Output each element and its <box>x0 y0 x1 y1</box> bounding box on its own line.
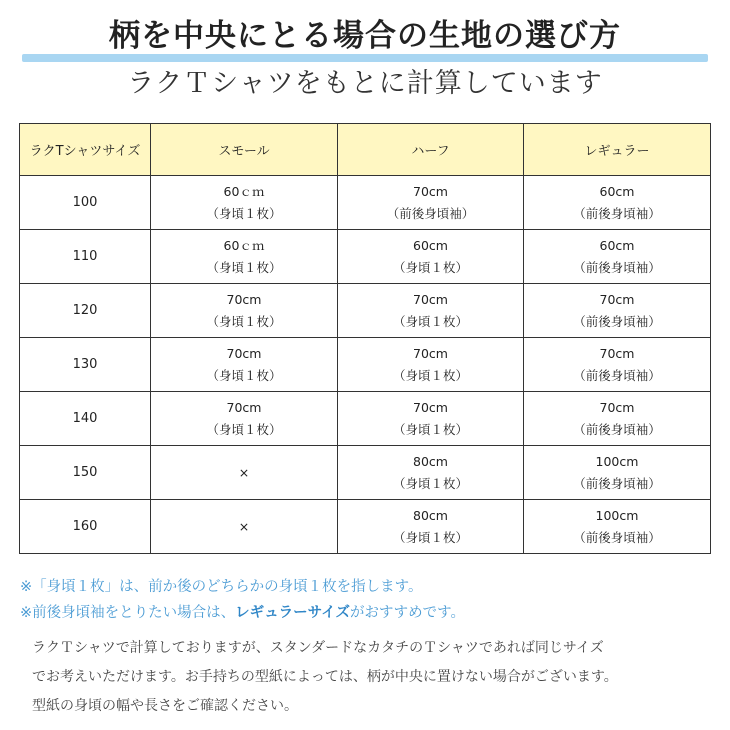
size-cell: 110 <box>20 230 151 284</box>
cell-length: 70cm <box>226 345 262 361</box>
half-cell <box>338 338 524 392</box>
title-block <box>0 14 730 64</box>
paragraph-line: でお考えいただけます。お手持ちの型紙によっては、柄が中央に置けない場合がございます。 <box>32 669 618 685</box>
cell-detail: （身頃１枚） <box>206 259 282 275</box>
note-single-body: ※「身頃１枚」は、前か後のどちらかの身頃１枚を指します。 <box>20 579 423 595</box>
cell-length: 80cm <box>413 507 448 523</box>
page-subtitle: ラクＴシャツをもとに計算しています <box>127 68 603 99</box>
header-regular: レギュラー <box>524 124 711 176</box>
small-cell <box>151 338 338 392</box>
size-cell: 100 <box>20 176 151 230</box>
cell-detail: （身頃１枚） <box>392 259 468 275</box>
cell-length: 70cm <box>599 345 635 361</box>
small-cell <box>151 176 338 230</box>
cell-length: 70cm <box>413 291 448 307</box>
cell-length: 70cm <box>226 291 262 307</box>
size-cell: 120 <box>20 284 151 338</box>
cell-detail: （身頃１枚） <box>392 529 468 545</box>
cell-detail: （前後身頃袖） <box>573 529 661 545</box>
regular-cell <box>524 230 711 284</box>
regular-cell <box>524 500 711 554</box>
size-cell: 150 <box>20 446 151 500</box>
cell-length: 60ｃｍ <box>223 183 265 199</box>
cell-detail: （身頃１枚） <box>392 475 468 491</box>
note2-strong: レギュラーサイズ <box>235 605 350 621</box>
header-small: スモール <box>151 124 338 176</box>
cell-detail: （前後身頃袖） <box>573 421 661 437</box>
cell-detail: （身頃１枚） <box>392 421 468 437</box>
regular-cell <box>524 338 711 392</box>
table-row <box>20 392 711 446</box>
half-cell <box>338 500 524 554</box>
cell-detail: （身頃１枚） <box>392 313 468 329</box>
small-cell <box>151 230 338 284</box>
regular-cell <box>524 284 711 338</box>
cell-detail: （前後身頃袖） <box>386 205 475 221</box>
cell-length: 60cm <box>599 237 635 253</box>
half-cell <box>338 230 524 284</box>
table-row <box>20 446 711 500</box>
cell-length: 100cm <box>595 507 639 523</box>
regular-cell <box>524 176 711 230</box>
note2-before: ※前後身頃袖をとりたい場合は、 <box>20 605 236 621</box>
cell-detail: （前後身頃袖） <box>573 475 661 491</box>
header-half: ハーフ <box>338 124 524 176</box>
cell-length: 100cm <box>595 453 639 469</box>
cell-length: 70cm <box>599 291 635 307</box>
size-cell: 130 <box>20 338 151 392</box>
size-cell: 140 <box>20 392 151 446</box>
paragraph-line: 型紙の身頃の幅や長さをご確認ください。 <box>32 698 298 714</box>
cell-detail: （前後身頃袖） <box>573 367 661 383</box>
fabric-size-table <box>19 123 711 554</box>
small-cell <box>151 446 338 500</box>
page-title: 柄を中央にとる場合の生地の選び方 <box>109 18 621 54</box>
cell-length: 70cm <box>413 399 448 415</box>
note2-after: がおすすめです。 <box>350 605 465 621</box>
cell-length: 70cm <box>413 345 448 361</box>
half-cell <box>338 176 524 230</box>
table-header-row <box>20 124 711 176</box>
small-cell <box>151 500 338 554</box>
small-cell <box>151 392 338 446</box>
table-row <box>20 284 711 338</box>
cell-length: × <box>238 464 250 480</box>
cell-length: 70cm <box>413 183 448 199</box>
table-row <box>20 500 711 554</box>
cell-detail: （前後身頃袖） <box>573 205 661 221</box>
explanation-paragraph <box>32 634 702 721</box>
regular-cell <box>524 446 711 500</box>
cell-length: 60cm <box>599 183 635 199</box>
paragraph-line: ラクＴシャツで計算しておりますが、スタンダードなカタチのＴシャツであれば同じサイズ <box>32 640 604 656</box>
small-cell <box>151 284 338 338</box>
cell-length: 70cm <box>599 399 635 415</box>
table-row <box>20 338 711 392</box>
cell-length: 60cm <box>413 237 448 253</box>
notes-block <box>20 574 710 626</box>
cell-length: 70cm <box>226 399 262 415</box>
cell-detail: （前後身頃袖） <box>573 313 661 329</box>
cell-length: × <box>238 518 250 534</box>
cell-detail: （身頃１枚） <box>206 421 282 437</box>
cell-detail: （前後身頃袖） <box>573 259 661 275</box>
note-regular-recommend <box>20 600 710 626</box>
half-cell <box>338 392 524 446</box>
regular-cell <box>524 392 711 446</box>
table-row <box>20 230 711 284</box>
cell-detail: （身頃１枚） <box>206 313 282 329</box>
cell-length: 60ｃｍ <box>223 237 265 253</box>
half-cell <box>338 284 524 338</box>
cell-length: 80cm <box>413 453 448 469</box>
table-body <box>20 176 711 554</box>
cell-detail: （身頃１枚） <box>206 367 282 383</box>
table-row <box>20 176 711 230</box>
half-cell <box>338 446 524 500</box>
cell-detail: （身頃１枚） <box>206 205 282 221</box>
header-size: ラクTシャツサイズ <box>20 124 151 176</box>
cell-detail: （身頃１枚） <box>392 367 468 383</box>
size-cell: 160 <box>20 500 151 554</box>
